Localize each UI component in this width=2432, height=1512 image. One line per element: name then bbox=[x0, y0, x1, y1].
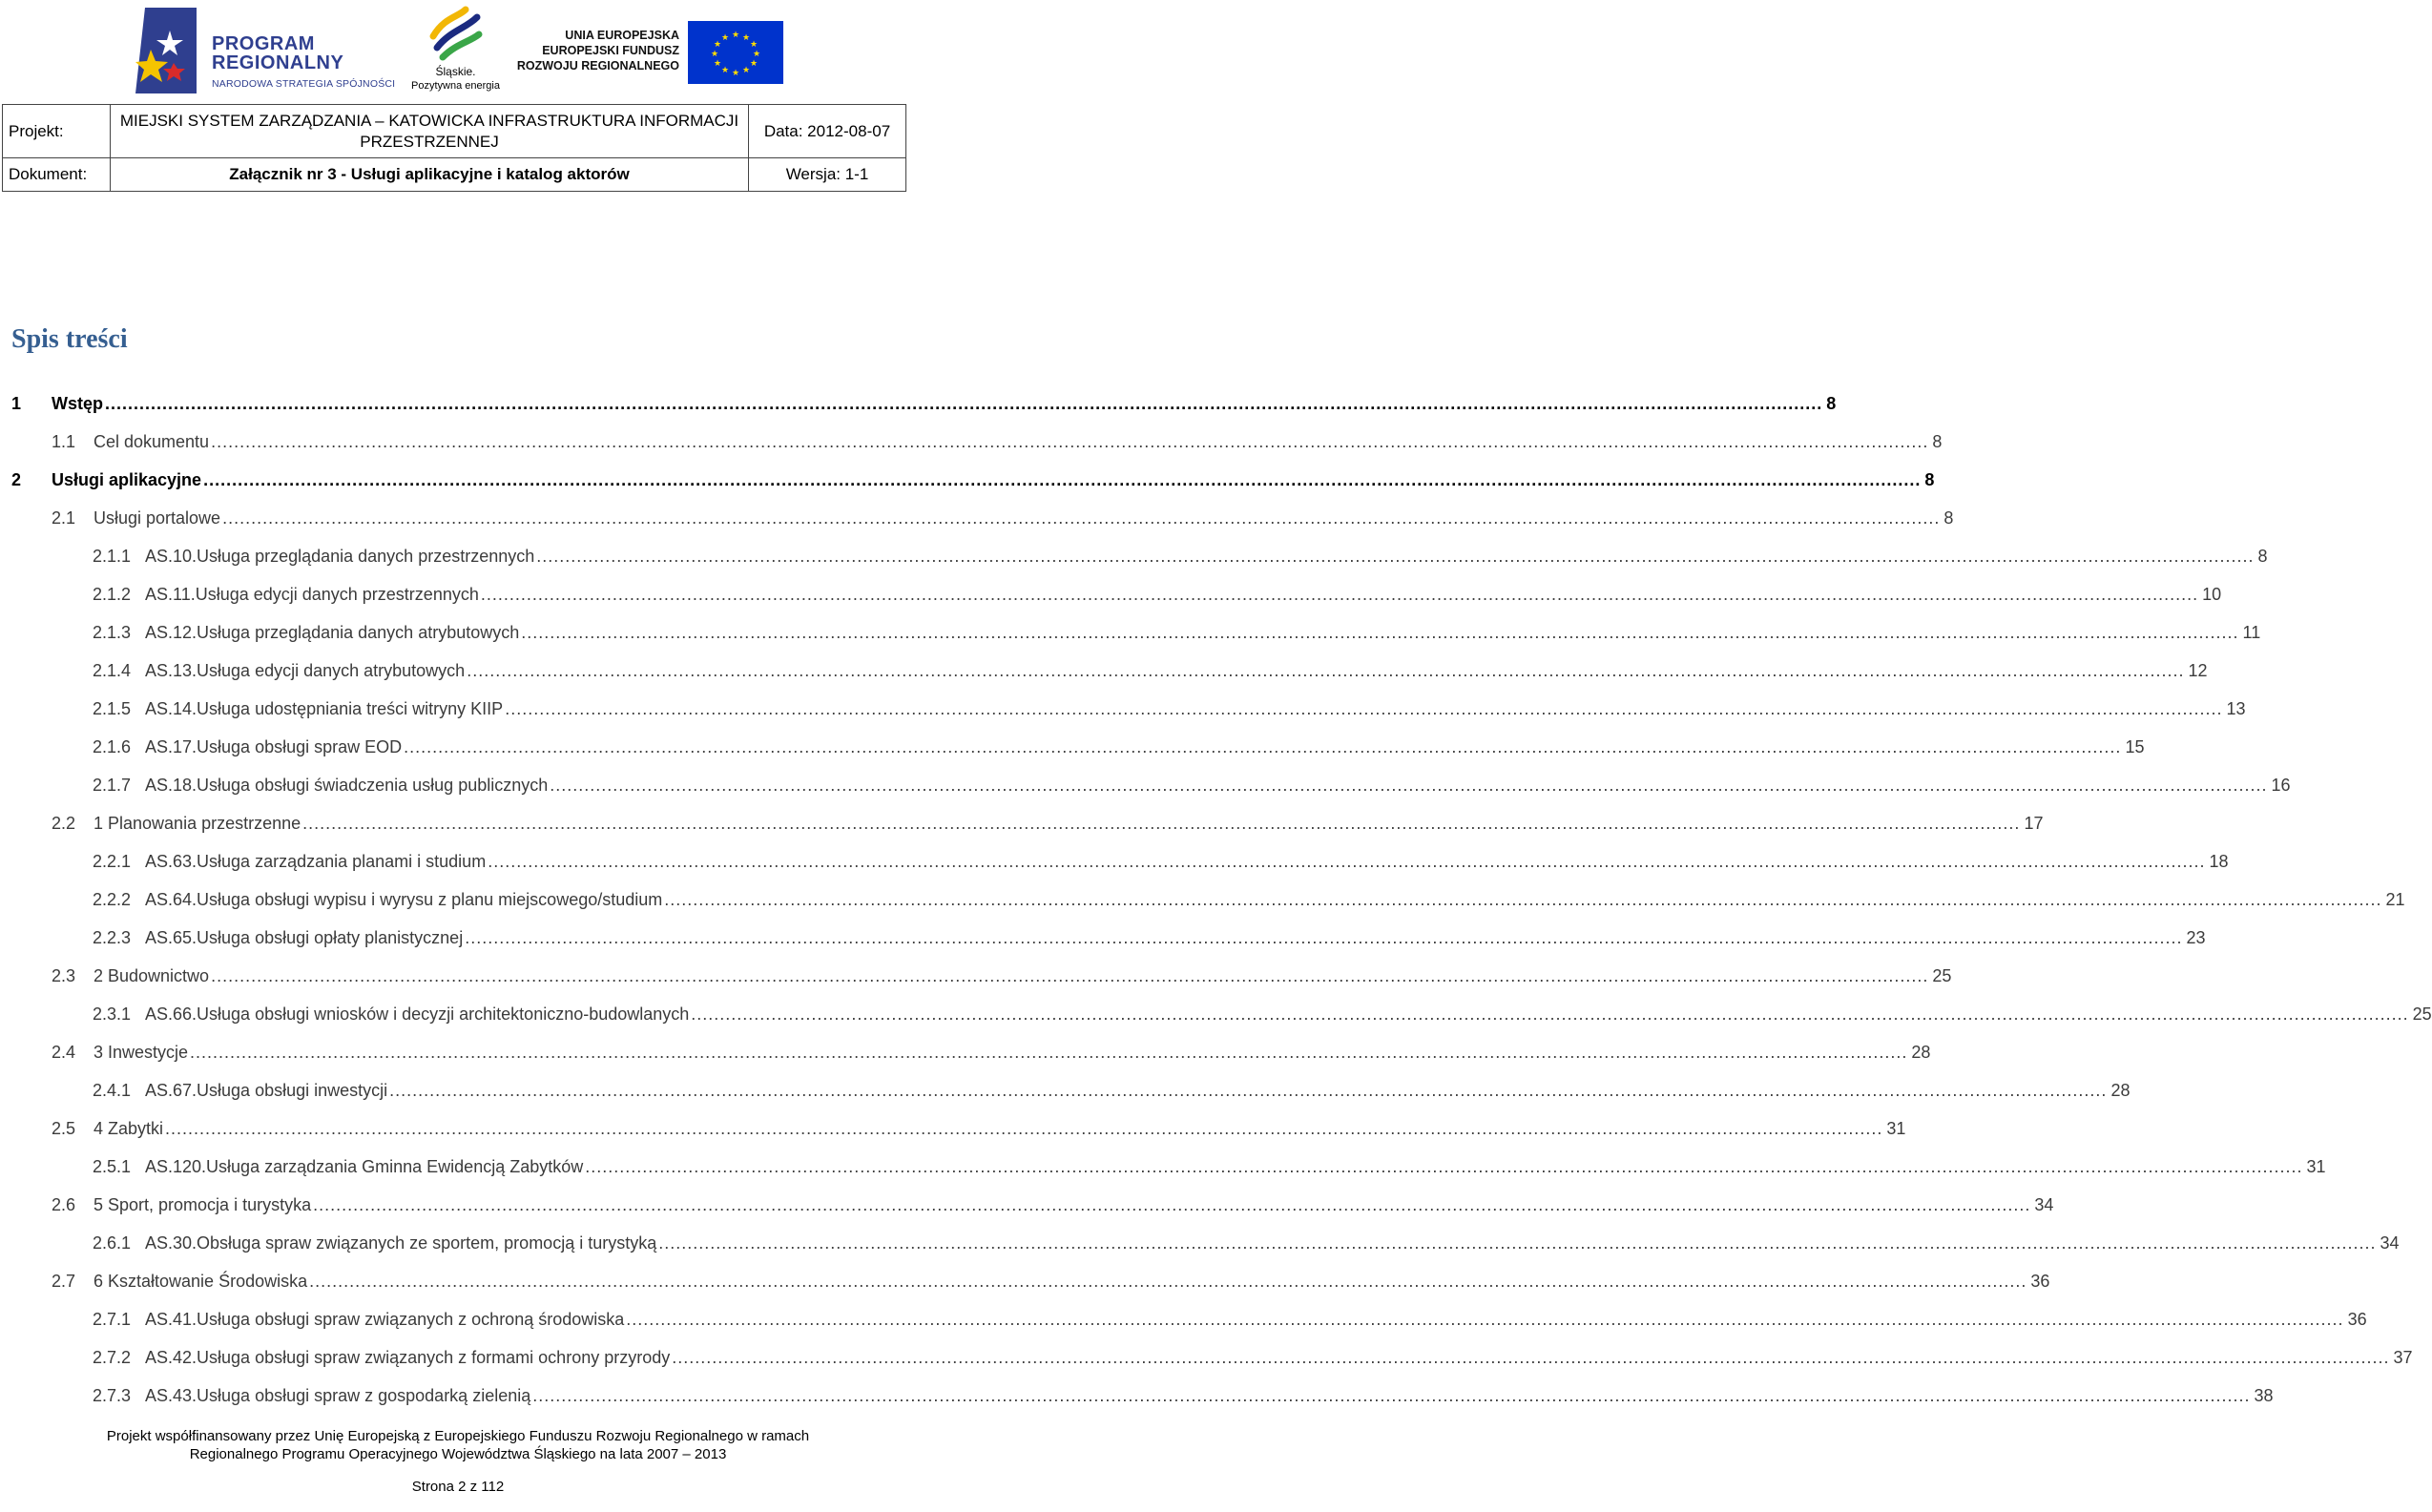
program-regionalny-logo bbox=[135, 6, 396, 95]
toc-entry[interactable] bbox=[0, 652, 2208, 691]
toc-entry-title[interactable]: 4 Zabytki bbox=[94, 1119, 164, 1138]
toc-entry-number: 2.5 bbox=[52, 1119, 76, 1138]
toc-entry-line bbox=[94, 1043, 1931, 1063]
toc-entry-number: 2.1.6 bbox=[93, 737, 132, 756]
toc-entry-title[interactable]: AS.66.Usługa obsługi wniosków i decyzji architektoniczno-budowlanych bbox=[145, 1005, 690, 1024]
toc-entry-page: 25 bbox=[2412, 1005, 2432, 1024]
toc-entry-page: 15 bbox=[2125, 737, 2145, 756]
toc-entry[interactable] bbox=[0, 614, 2261, 652]
program-regionalny-title: PROGRAM REGIONALNY bbox=[212, 33, 344, 73]
toc-entry-number: 2.7.3 bbox=[93, 1386, 132, 1405]
toc-leader-dots: ............................................................................................................................................................................................................................................................................................................ bbox=[313, 1195, 2031, 1214]
toc-entry[interactable] bbox=[0, 1377, 2274, 1416]
toc-leader-dots: ............................................................................................................................................................................................................................................................................................................ bbox=[521, 623, 2239, 642]
toc-leader-dots: ............................................................................................................................................................................................................................................................................................................ bbox=[190, 1043, 1908, 1062]
toc-entry-number: 2.7.1 bbox=[93, 1310, 132, 1329]
toc-entry[interactable] bbox=[0, 1225, 2400, 1263]
toc-leader-dots: ............................................................................................................................................................................................................................................................................................................ bbox=[203, 470, 1922, 489]
toc-entry-number: 1.1 bbox=[52, 432, 76, 451]
toc-leader-dots: ............................................................................................................................................................................................................................................................................................................ bbox=[211, 432, 1929, 451]
toc-entry-page: 18 bbox=[2209, 852, 2229, 871]
page-number: Strona 2 z 112 bbox=[411, 1479, 505, 1495]
toc-entry-number: 2.1.5 bbox=[93, 699, 132, 718]
program-regionalny-subtitle: NARODOWA STRATEGIA SPÓJNOŚCI bbox=[212, 78, 396, 90]
svg-text:★: ★ bbox=[731, 69, 740, 78]
toc-entry-title[interactable]: AS.42.Usługa obsługi spraw związanych z formami ochrony przyrody bbox=[145, 1348, 671, 1367]
toc-entry-page: 25 bbox=[1932, 966, 1952, 985]
toc-entry-number: 2.7 bbox=[52, 1272, 76, 1291]
toc-leader-dots: ............................................................................................................................................................................................................................................................................................................ bbox=[505, 699, 2223, 718]
toc-entry-line bbox=[52, 470, 1935, 490]
toc-entry-page: 34 bbox=[2380, 1233, 2400, 1253]
svg-text:★: ★ bbox=[741, 33, 751, 43]
toc-entry-page: 34 bbox=[2034, 1195, 2054, 1214]
toc-entry[interactable] bbox=[0, 1034, 1931, 1072]
toc-entry[interactable] bbox=[0, 1110, 1906, 1149]
toc-entry[interactable] bbox=[0, 805, 2044, 843]
toc-entry-number: 2.2.3 bbox=[93, 928, 132, 947]
toc-leader-dots: ............................................................................................................................................................................................................................................................................................................ bbox=[302, 814, 2021, 833]
toc-entry-title[interactable]: Usługi portalowe bbox=[94, 508, 221, 528]
toc-entry-title[interactable]: 3 Inwestycje bbox=[94, 1043, 189, 1062]
toc-leader-dots: ............................................................................................................................................................................................................................................................................................................ bbox=[536, 547, 2255, 566]
toc-entry-number: 2.6 bbox=[52, 1195, 76, 1214]
toc-entry-line bbox=[145, 1157, 2326, 1177]
toc-entry-number: 2.1.7 bbox=[93, 776, 132, 795]
slaskie-name: Śląskie. bbox=[435, 65, 476, 78]
toc-entry-line bbox=[145, 661, 2208, 681]
toc-leader-dots: ............................................................................................................................................................................................................................................................................................................ bbox=[165, 1119, 1883, 1138]
toc-leader-dots: ............................................................................................................................................................................................................................................................................................................ bbox=[664, 890, 2382, 909]
footer-line-2: Regionalnego Programu Operacyjnego Województwa Śląskiego na lata 2007 – 2013 bbox=[189, 1446, 727, 1462]
toc-leader-dots: ............................................................................................................................................................................................................................................................................................................ bbox=[465, 928, 2183, 947]
program-regionalny-emblem-icon bbox=[135, 8, 197, 93]
toc-entry[interactable] bbox=[0, 1187, 2054, 1225]
toc-entry-page: 10 bbox=[2202, 585, 2222, 604]
slaskie-logo bbox=[401, 6, 510, 93]
toc-entry-title[interactable]: AS.13.Usługa edycji danych atrybutowych bbox=[145, 661, 466, 680]
footer-cofinancing-note bbox=[0, 1427, 916, 1463]
toc-entry-page: 8 bbox=[2257, 547, 2268, 566]
document-date: Data: 2012-08-07 bbox=[749, 105, 906, 158]
toc-entry-title[interactable]: Wstęp bbox=[52, 394, 103, 413]
toc-entry-number: 2.7.2 bbox=[93, 1348, 132, 1367]
toc-entry-title[interactable]: AS.14.Usługa udostępniania treści witryny KIIP bbox=[145, 699, 504, 718]
toc-entry-line bbox=[94, 966, 1952, 986]
toc-entry-page: 12 bbox=[2188, 661, 2208, 680]
toc-entry-line bbox=[145, 852, 2229, 872]
svg-text:★: ★ bbox=[731, 31, 740, 40]
toc-entry-line bbox=[94, 432, 1943, 452]
toc-entry[interactable] bbox=[0, 462, 1935, 500]
toc-entry-page: 28 bbox=[1911, 1043, 1931, 1062]
svg-text:★: ★ bbox=[720, 33, 730, 43]
toc-entry-page: 38 bbox=[2254, 1386, 2274, 1405]
toc-entry-title[interactable]: AS.12.Usługa przeglądania danych atrybutowych bbox=[145, 623, 520, 642]
toc-entry[interactable] bbox=[0, 767, 2291, 805]
toc-entry-number: 2.5.1 bbox=[93, 1157, 132, 1176]
toc-entry-title[interactable]: AS.67.Usługa obsługi inwestycji bbox=[145, 1081, 388, 1100]
footer-line-1: Projekt współfinansowany przez Unię Europejską z Europejskiego Funduszu Rozwoju Regionalnego w ramach bbox=[106, 1428, 810, 1444]
svg-text:★: ★ bbox=[720, 66, 730, 75]
toc-entry-title[interactable]: AS.41.Usługa obsługi spraw związanych z ochroną środowiska bbox=[145, 1310, 625, 1329]
toc-entry-number: 2 bbox=[11, 470, 22, 489]
toc-entry-line bbox=[145, 585, 2222, 605]
toc-entry-page: 36 bbox=[2347, 1310, 2367, 1329]
toc-entry-page: 8 bbox=[1826, 394, 1837, 413]
logo-band bbox=[0, 0, 916, 100]
toc-entry-line bbox=[145, 890, 2405, 910]
toc-entry-title[interactable]: AS.64.Usługa obsługi wypisu i wyrysu z planu miejscowego/studium bbox=[145, 890, 663, 909]
toc-entry-line bbox=[145, 737, 2145, 757]
toc-entry-page: 23 bbox=[2186, 928, 2206, 947]
toc-leader-dots: ............................................................................................................................................................................................................................................................................................................ bbox=[626, 1310, 2344, 1329]
slaskie-wave-icon bbox=[429, 8, 482, 61]
toc-entry-page: 16 bbox=[2271, 776, 2291, 795]
toc-leader-dots: ............................................................................................................................................................................................................................................................................................................ bbox=[691, 1005, 2409, 1024]
toc-entry[interactable] bbox=[0, 1072, 2131, 1110]
toc-entry-line bbox=[145, 1386, 2274, 1406]
toc-entry-page: 28 bbox=[2110, 1081, 2131, 1100]
toc-entry-title[interactable]: 6 Kształtowanie Środowiska bbox=[94, 1272, 308, 1291]
toc-entry-page: 11 bbox=[2242, 623, 2261, 642]
toc-entry-line bbox=[94, 508, 1954, 528]
toc-entry-number: 2.1 bbox=[52, 508, 76, 528]
eu-flag-icon bbox=[688, 21, 783, 84]
toc-entry-line bbox=[145, 1233, 2400, 1253]
toc-entry[interactable] bbox=[0, 881, 2405, 920]
toc-entry-line bbox=[94, 1195, 2054, 1215]
toc-entry-title[interactable]: AS.18.Usługa obsługi świadczenia usług publicznych bbox=[145, 776, 549, 795]
toc-entry[interactable] bbox=[0, 920, 2206, 958]
toc-leader-dots: ............................................................................................................................................................................................................................................................................................................ bbox=[467, 661, 2185, 680]
svg-text:★: ★ bbox=[713, 40, 722, 50]
toc-entry-title[interactable]: Cel dokumentu bbox=[94, 432, 210, 451]
toc-entry-page: 13 bbox=[2226, 699, 2246, 718]
toc-leader-dots: ............................................................................................................................................................................................................................................................................................................ bbox=[309, 1272, 2027, 1291]
toc-entry[interactable] bbox=[0, 538, 2268, 576]
toc-leader-dots: ............................................................................................................................................................................................................................................................................................................ bbox=[222, 508, 1941, 528]
toc-entry-line bbox=[145, 776, 2291, 796]
toc-leader-dots: ............................................................................................................................................................................................................................................................................................................ bbox=[532, 1386, 2251, 1405]
toc-heading: Spis treści bbox=[11, 324, 128, 354]
toc-entry-number: 1 bbox=[11, 394, 22, 413]
toc-entry-line bbox=[145, 1310, 2367, 1330]
document-version: Wersja: 1-1 bbox=[749, 158, 906, 192]
toc-entry[interactable] bbox=[0, 729, 2145, 767]
toc-entry-line bbox=[145, 928, 2206, 948]
toc-entry-title[interactable]: AS.17.Usługa obsługi spraw EOD bbox=[145, 737, 403, 756]
toc-entry[interactable] bbox=[0, 500, 1954, 538]
toc-entry[interactable] bbox=[0, 1339, 2413, 1377]
toc-entry-title[interactable]: 5 Sport, promocja i turystyka bbox=[94, 1195, 312, 1214]
toc-entry[interactable] bbox=[0, 576, 2222, 614]
toc-entry-title[interactable]: AS.120.Usługa zarządzania Gminna Ewidencją Zabytków bbox=[145, 1157, 584, 1176]
toc-entry-title[interactable]: AS.11.Usługa edycji danych przestrzennych bbox=[145, 585, 479, 604]
toc-leader-dots: ............................................................................................................................................................................................................................................................................................................ bbox=[211, 966, 1929, 985]
toc-leader-dots: ............................................................................................................................................................................................................................................................................................................ bbox=[404, 737, 2122, 756]
toc-entry-number: 2.4.1 bbox=[93, 1081, 132, 1100]
toc-entry-number: 2.1.3 bbox=[93, 623, 132, 642]
header-row-document bbox=[3, 158, 906, 192]
toc-leader-dots: ............................................................................................................................................................................................................................................................................................................ bbox=[480, 585, 2199, 604]
toc-entry[interactable] bbox=[0, 1263, 2050, 1301]
toc-entry-page: 8 bbox=[1944, 508, 1954, 528]
svg-text:★: ★ bbox=[749, 59, 759, 69]
toc-entry[interactable] bbox=[0, 424, 1943, 462]
project-title: MIEJSKI SYSTEM ZARZĄDZANIA – KATOWICKA INFRASTRUKTURA INFORMACJI PRZESTRZENNEJ bbox=[111, 105, 749, 158]
project-label: Projekt: bbox=[3, 105, 111, 158]
toc-entry-line bbox=[145, 1005, 2432, 1025]
toc-entry-page: 31 bbox=[2306, 1157, 2326, 1176]
toc-entry-line bbox=[145, 1081, 2131, 1101]
toc-entry-page: 8 bbox=[1932, 432, 1943, 451]
toc-entry-line bbox=[94, 1272, 2050, 1292]
toc-entry[interactable] bbox=[0, 843, 2229, 881]
toc-entry[interactable] bbox=[0, 996, 2432, 1034]
document-title: Załącznik nr 3 - Usługi aplikacyjne i katalog aktorów bbox=[111, 158, 749, 192]
toc-entry-page: 21 bbox=[2385, 890, 2405, 909]
toc-entry-number: 2.3.1 bbox=[93, 1005, 132, 1024]
toc-entry-page: 37 bbox=[2393, 1348, 2413, 1367]
toc-entry-page: 8 bbox=[1924, 470, 1935, 489]
toc-entry-line bbox=[52, 394, 1837, 414]
header-row-project bbox=[3, 105, 906, 158]
toc-leader-dots: ............................................................................................................................................................................................................................................................................................................ bbox=[488, 852, 2206, 871]
toc-leader-dots: ............................................................................................................................................................................................................................................................................................................ bbox=[550, 776, 2268, 795]
toc-entry-title[interactable]: AS.30.Obsługa spraw związanych ze sportem, promocją i turystyką bbox=[145, 1233, 657, 1253]
toc-entry-number: 2.4 bbox=[52, 1043, 76, 1062]
toc-entry[interactable] bbox=[0, 385, 1837, 424]
toc-entry-number: 2.2.2 bbox=[93, 890, 132, 909]
toc-entry-number: 2.6.1 bbox=[93, 1233, 132, 1253]
toc-entry-line bbox=[145, 547, 2268, 567]
svg-text:★: ★ bbox=[741, 66, 751, 75]
toc-entry-line bbox=[145, 1348, 2413, 1368]
toc-entry-title[interactable]: AS.43.Usługa obsługi spraw z gospodarką zielenią bbox=[145, 1386, 531, 1405]
toc-entry-title[interactable]: Usługi aplikacyjne bbox=[52, 470, 202, 489]
toc-leader-dots: ............................................................................................................................................................................................................................................................................................................ bbox=[389, 1081, 2108, 1100]
toc-entry-title[interactable]: AS.65.Usługa obsługi opłaty planistycznej bbox=[145, 928, 464, 947]
slaskie-tagline: Pozytywna energia bbox=[411, 80, 500, 92]
svg-text:★: ★ bbox=[713, 59, 722, 69]
toc-entry[interactable] bbox=[0, 691, 2246, 729]
toc-entry-page: 36 bbox=[2030, 1272, 2050, 1291]
toc-leader-dots: ............................................................................................................................................................................................................................................................................................................ bbox=[105, 394, 1823, 413]
toc-entry-title[interactable]: AS.10.Usługa przeglądania danych przestrzennych bbox=[145, 547, 535, 566]
toc-leader-dots: ............................................................................................................................................................................................................................................................................................................ bbox=[658, 1233, 2377, 1253]
svg-text:★: ★ bbox=[749, 40, 759, 50]
document-header-table bbox=[2, 104, 906, 192]
toc-entry[interactable] bbox=[0, 1301, 2367, 1339]
toc-entry-line bbox=[94, 1119, 1906, 1139]
toc-entry-page: 17 bbox=[2024, 814, 2044, 833]
svg-text:★: ★ bbox=[752, 50, 761, 59]
toc-entry-title[interactable]: 2 Budownictwo bbox=[94, 966, 210, 985]
toc-entry-number: 2.3 bbox=[52, 966, 76, 985]
toc-entry[interactable] bbox=[0, 958, 1952, 996]
toc-entry-line bbox=[94, 814, 2044, 834]
toc-entry-page: 31 bbox=[1886, 1119, 1906, 1138]
toc-entry-title[interactable]: 1 Planowania przestrzenne bbox=[94, 814, 301, 833]
ue-text: UNIA EUROPEJSKA EUROPEJSKI FUNDUSZ ROZWOJU REGIONALNEGO bbox=[516, 29, 679, 72]
svg-text:★: ★ bbox=[710, 50, 719, 59]
toc-entry-number: 2.2.1 bbox=[93, 852, 132, 871]
toc-entry-line bbox=[145, 699, 2246, 719]
toc-entry-line bbox=[145, 623, 2261, 643]
toc-entry-title[interactable]: AS.63.Usługa zarządzania planami i studium bbox=[145, 852, 487, 871]
toc-leader-dots: ............................................................................................................................................................................................................................................................................................................ bbox=[672, 1348, 2390, 1367]
toc-entry-number: 2.1.2 bbox=[93, 585, 132, 604]
document-label: Dokument: bbox=[3, 158, 111, 192]
ue-logo bbox=[515, 21, 787, 88]
toc-entry[interactable] bbox=[0, 1149, 2326, 1187]
toc-entry-number: 2.2 bbox=[52, 814, 76, 833]
toc-leader-dots: ............................................................................................................................................................................................................................................................................................................ bbox=[585, 1157, 2303, 1176]
toc-entry-number: 2.1.1 bbox=[93, 547, 132, 566]
toc-entry-number: 2.1.4 bbox=[93, 661, 132, 680]
